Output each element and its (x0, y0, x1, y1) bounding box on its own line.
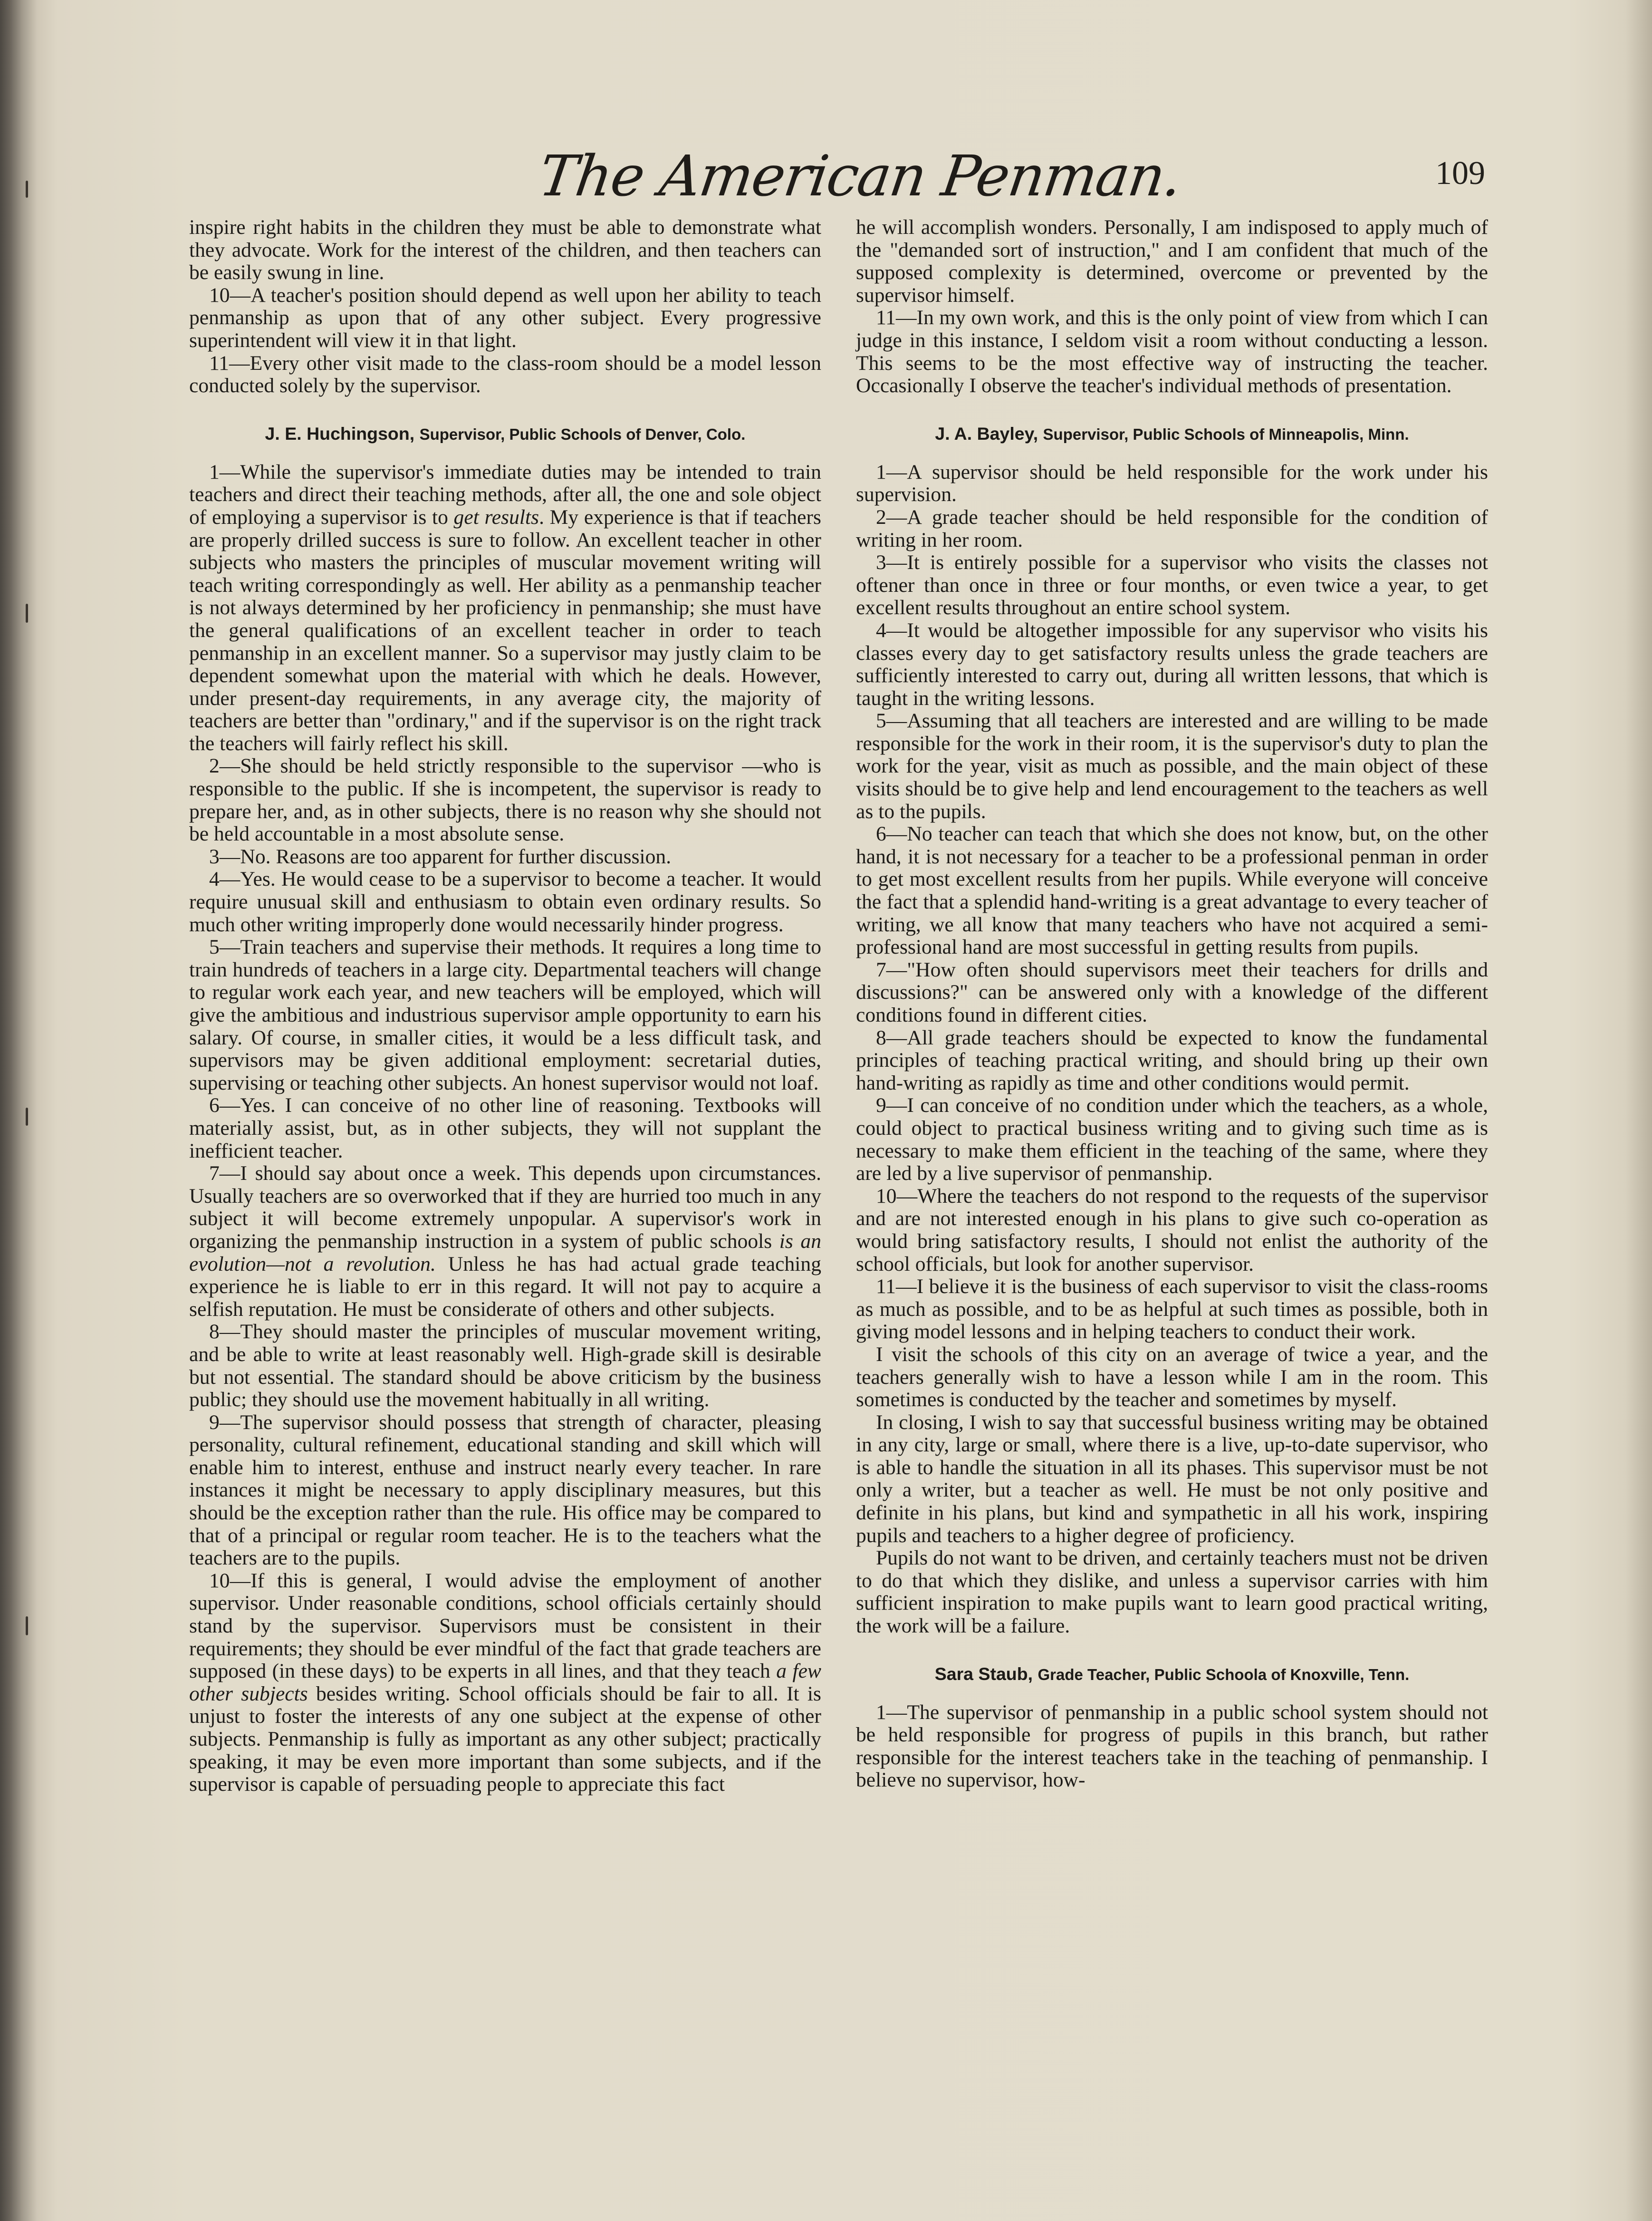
paragraph: 1—While the supervisor's immediate duties may be intended to train teachers and direct their teaching methods, after all, the one and sole object of employing a supervisor is to get results. My experience is that if teachers are properly drilled success is sure to follow. An excellent teacher in other subjects who masters the principles of muscular movement writing will teach writing correspondingly as well. Her ability as a penmanship teacher is not always determined by her proficiency in penmanship; she must have the general qualifications of an excellent teacher in order to teach penmanship in an excellent manner. So a supervisor may justly claim to be dependent somewhat upon the material with which he deals. However, under present-day requirements, in any average city, the majority of teachers are better than "ordinary," and if the supervisor is on the right track the teachers will fairly reflect his skill. (189, 460, 821, 755)
paragraph: 10—A teacher's position should depend as well upon her ability to teach penmanship as upon that of any other subject. Every progressive superintendent will view it in that light. (189, 283, 821, 352)
paragraph: 3—No. Reasons are too apparent for further discussion. (209, 845, 672, 868)
paragraph: 11—In my own work, and this is the only point of view from which I can judge in this instance, I seldom visit a room without conducting a lesson. This seems to be the most effective way of instructing the teacher. Occasionally I observe the teacher's individual methods of presentation. (856, 306, 1488, 397)
paragraph: 5—Assuming that all teachers are interested and are willing to be made responsible for the work in their room, it is the supervisor's duty to plan the work for the year, visit as much as possible, and the main object of these visits should be to give help and lend encouragement to the teachers as well as to the pupils. (856, 709, 1488, 823)
author-role: Supervisor, Public Schools of Denver, Colo. (419, 425, 746, 443)
paragraph: 9—I can conceive of no condition under which the teachers, as a whole, could object to practical business writing and to giving such time as is necessary to make them efficient in the teaching of the same, where they are led by a live supervisor of penmanship. (856, 1094, 1488, 1185)
paragraph: 11—Every other visit made to the class-room should be a model lesson conducted solely by the supervisor. (189, 351, 821, 397)
paragraph: 10—If this is general, I would advise the employment of another supervisor. Under reasonable conditions, school officials certainly should stand by the supervisor. Supervisors must be consistent in their requirements; they should be ever mindful of the fact that grade teachers are supposed (in these days) to be experts in all lines, and that they teach a few other subjects besides writing. School officials should be fair to all. It is unjust to foster the interests of any one subject at the expense of other subjects. Penmanship is fully as important as any other subject; practically speaking, it may be even more important than some subjects, and if the supervisor is capable of persuading people to appreciate this fact (189, 1569, 821, 1796)
paragraph: 2—A grade teacher should be held responsible for the condition of writing in her room. (856, 505, 1488, 551)
author-byline (856, 1662, 1488, 1686)
author-byline (189, 422, 821, 446)
paragraph: 3—It is entirely possible for a supervisor who visits the classes not oftener than once in three or four months, or even twice a year, to get excellent results throughout an entire school system. (856, 551, 1488, 619)
binding-mark (26, 1616, 28, 1635)
paragraph: 6—No teacher can teach that which she does not know, but, on the other hand, it is not necessary for a teacher to be a professional penman in order to get most excellent results from her pupils. While everyone will conceive the fact that a splendid hand-writing is a great advantage to every teacher of writing, we all know that many teachers who have not acquired a semi-professional hand are most successful in getting results from pupils. (856, 822, 1488, 959)
paragraph: Pupils do not want to be driven, and certainly teachers must not be driven to do that which they dislike, and unless a supervisor carries with him sufficient inspiration to make pupils want to learn good practical writing, the work will be a failure. (856, 1546, 1488, 1638)
paragraph: I visit the schools of this city on an average of twice a year, and the teachers generally wish to have a lesson while I am in the room. This sometimes is conducted by the teacher and sometimes by myself. (856, 1342, 1488, 1411)
paragraph: 6—Yes. I can conceive of no other line of reasoning. Textbooks will materially assist, but, as in other subjects, they will not supplant the inefficient teacher. (189, 1094, 821, 1162)
binding-mark (26, 1108, 28, 1126)
paragraph: In closing, I wish to say that successful business writing may be obtained in any city, large or small, where there is a live, up-to-date supervisor, who is able to handle the situation in all its phases. This supervisor must be not only a writer, but a teacher as well. He must be not only positive and definite in his plans, but kind and sympathetic in all his work, inspiring pupils and teachers to a higher degree of proficiency. (856, 1410, 1488, 1547)
paragraph: 2—She should be held strictly responsible to the supervisor —who is responsible to the public. If she is incompetent, the supervisor is ready to prepare her, and, as in other subjects, there is no reason why she should not be held accountable in a most absolute sense. (189, 754, 821, 846)
right-column (856, 216, 1488, 1792)
paragraph: 10—Where the teachers do not respond to the requests of the supervisor and are not interested enough in his plans to give such co-operation as would bring satisfactory results, I should not enlist the authority of the school officials, but look for another supervisor. (856, 1184, 1488, 1275)
author-name: J. A. Bayley, (935, 423, 1038, 444)
author-role: Grade Teacher, Public Schoola of Knoxville, Tenn. (1037, 1665, 1410, 1683)
page-number: 109 (1435, 155, 1485, 192)
page-header (29, 138, 1652, 214)
paragraph: he will accomplish wonders. Personally, I am indisposed to apply much of the "demanded sort of instruction," and I am confident that much of the supposed complexity is determined, overcome or prevented by the supervisor himself. (856, 216, 1488, 307)
paragraph: inspire right habits in the children they must be able to demonstrate what they advocate. Work for the interest of the children, and then teachers can be easily swung in line. (189, 216, 821, 284)
binding-mark (26, 604, 28, 623)
paragraph: 1—The supervisor of penmanship in a public school system should not be held responsible for progress of pupils in this branch, but rather responsible for the interest teachers take in the teaching of penmanship. I believe no supervisor, how- (856, 1700, 1488, 1792)
author-name: Sara Staub, (934, 1663, 1033, 1684)
magazine-page (29, 0, 1652, 2221)
paragraph: 4—It would be altogether impossible for any supervisor who visits his classes every day to get satisfactory results unless the grade teachers are sufficiently interested to carry out, during all written lessons, that which is taught in the writing lessons. (856, 618, 1488, 710)
paragraph: 7—"How often should supervisors meet their teachers for drills and discussions?" can be answered only with a knowledge of the different conditions found in different cities. (856, 958, 1488, 1026)
paragraph: 7—I should say about once a week. This depends upon circumstances. Usually teachers are so overworked that if they are hurried too much in any subject it will become extremely unpopular. A supervisor's work in organizing the penmanship instruction in a system of public schools is an evolution—not a revolution. Unless he has had actual grade teaching experience he is liable to err in this regard. It will not pay to acquire a selfish reputation. He must be considerate of others and other subjects. (189, 1162, 821, 1321)
paragraph: 1—A supervisor should be held responsible for the work under his supervision. (856, 460, 1488, 506)
paragraph: 4—Yes. He would cease to be a supervisor to become a teacher. It would require unusual skill and enthusiasm to obtain even ordinary results. So much other writing improperly done would necessarily hinder progress. (189, 868, 821, 936)
paragraph: 8—They should master the principles of muscular movement writing, and be able to write at least reasonably well. High-grade skill is desirable but not essential. The standard should be above criticism by the business public; they should use the movement habitually in all writing. (189, 1320, 821, 1411)
left-column (189, 216, 821, 1796)
binding-mark (26, 181, 28, 198)
paragraph: 5—Train teachers and supervise their methods. It requires a long time to train hundreds of teachers in a large city. Departmental teachers will change to regular work each year, and new teachers will be employed, which will give the ambitious and industrious supervisor ample opportunity to earn his salary. Of course, in smaller cities, it would be a less difficult task, and supervisors may be given additional employment: secretarial duties, supervising or teaching other subjects. An honest supervisor would not loaf. (189, 936, 821, 1094)
author-name: J. E. Huchingson, (265, 423, 415, 444)
author-byline (856, 422, 1488, 446)
author-role: Supervisor, Public Schools of Minneapolis, Minn. (1043, 425, 1409, 443)
paragraph: 11—I believe it is the business of each supervisor to visit the class-rooms as much as possible, and to be as helpful at such times as possible, both in giving model lessons and in helping teachers to conduct their work. (856, 1275, 1488, 1343)
masthead-title: The American Penman. (535, 143, 1186, 209)
paragraph: 9—The supervisor should possess that strength of character, pleasing personality, cultural refinement, educational standing and skill which will enable him to interest, enthuse and instruct nearly every teacher. In rare instances it might be necessary to apply disciplinary measures, but this should be the exception rather than the rule. His office may be compared to that of a principal or regular room teacher. He is to the teachers what the teachers are to the pupils. (189, 1410, 821, 1570)
paragraph: 8—All grade teachers should be expected to know the fundamental principles of teaching practical writing, and should bring up their own hand-writing as rapidly as time and other conditions would permit. (856, 1026, 1488, 1094)
